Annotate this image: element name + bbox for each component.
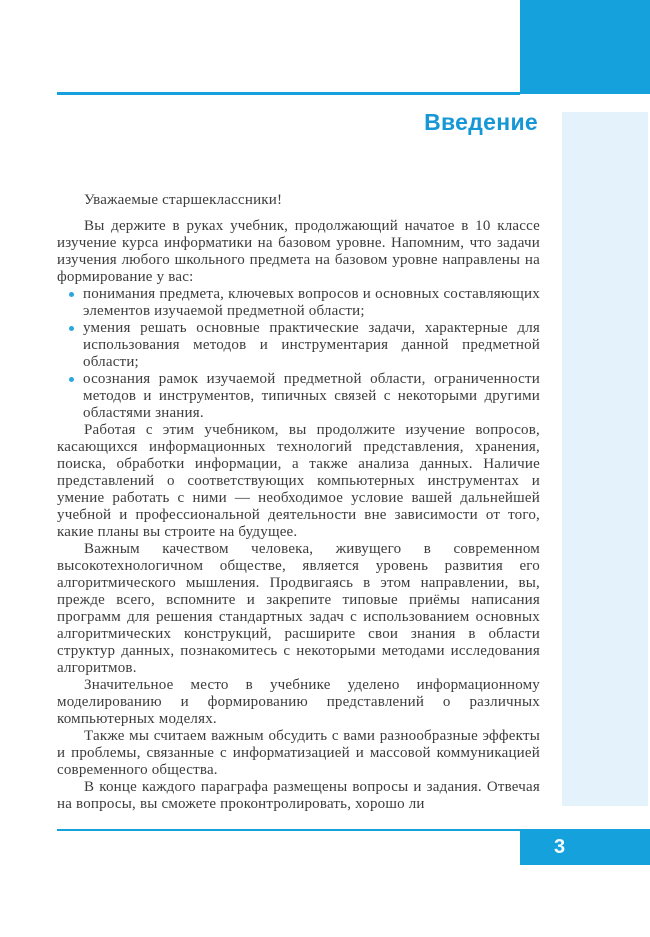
list-item [83, 286, 540, 320]
paragraph: Важным качеством человека, живущего в современном высокотехнологичном обществе, является уровень развития его алгоритмического мышления. Продвигаясь в этом направлении, вы, прежде всего, вспомните и закрепите типовые приёмы написания программ для решения стандартных задач с использованием основных алгоритмических конструкций, расширите свои знания в области структур данных, познакомитесь с некоторыми методами исследования алгоритмов. [57, 541, 540, 676]
paragraph: Значительное место в учебнике уделено информационному моделированию и формированию представлений о различных компьютерных моделях. [57, 677, 540, 727]
bullet-dot-icon [69, 326, 74, 331]
bullet-text: осознания рамок изучаемой предметной области, ограниченности методов и инструментов, типичных связей с некоторыми другими областями знания. [83, 371, 540, 421]
intro-paragraph: Вы держите в руках учебник, продолжающий начатое в 10 классе изучение курса информатики на базовом уровне. Напомним, что задачи изучения любого школьного предмета на базовом уровне направлены на формирование у вас: [57, 218, 540, 285]
right-margin-band [562, 112, 648, 806]
greeting-line: Уважаемые старшеклассники! [84, 192, 283, 208]
bullet-text: понимания предмета, ключевых вопросов и основных составляющих элементов изучаемой предметной области; [83, 286, 540, 319]
bullet-dot-icon [69, 292, 74, 297]
header-rule [57, 92, 520, 95]
chapter-title: Введение [424, 109, 538, 135]
bullet-list [57, 286, 540, 422]
page-number: 3 [554, 836, 566, 858]
paragraph: Работая с этим учебником, вы продолжите изучение вопросов, касающихся информационных технологий представления, хранения, поиска, обработки информации, а также анализа данных. Наличие представлений о соответствующих компьютерных инструментах и умение работать с ними — необходимое условие вашей дальнейшей учебной и профессиональной деятельности вне зависимости от того, какие планы вы строите на будущее. [57, 422, 540, 540]
header-corner-block [520, 0, 650, 94]
bullet-text: умения решать основные практические задачи, характерные для использования методов и инструментария данной предметной области; [83, 320, 540, 370]
paragraph: Также мы считаем важным обсудить с вами разнообразные эффекты и проблемы, связанные с информатизацией и массовой коммуникацией современного общества. [57, 728, 540, 778]
list-item [83, 371, 540, 422]
paragraph: В конце каждого параграфа размещены вопросы и задания. Отвечая на вопросы, вы сможете проконтролировать, хорошо ли [57, 779, 540, 812]
bullet-dot-icon [69, 377, 74, 382]
list-item [83, 320, 540, 371]
body-text [57, 192, 540, 813]
page-number-bar [520, 831, 650, 865]
